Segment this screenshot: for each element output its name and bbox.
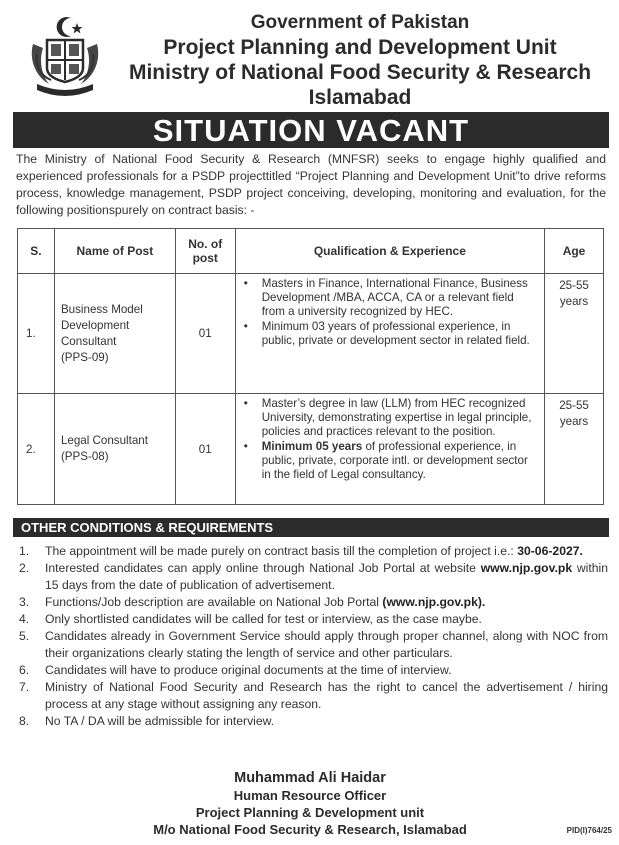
item-text: Only shortlisted candidates will be called for test or interview, as the case maybe.	[45, 612, 482, 626]
item-number: 8.	[19, 714, 30, 728]
table-row	[18, 274, 604, 394]
item-number: 2.	[19, 561, 30, 575]
list-item	[16, 713, 608, 730]
qualification-item: • Masters in Finance, International Finance, Business Development /MBA, ACCA, CA or a relevant field from a university recognized by HEC.	[240, 277, 538, 319]
row-qualification	[235, 274, 544, 394]
row-post	[54, 394, 175, 505]
item-number: 5.	[19, 629, 30, 643]
item-text: Ministry of National Food Security and Research has the right to cancel the advertisement / hiring process at any stage without assigning any reason.	[45, 680, 608, 711]
item-text: Candidates already in Government Service should apply through proper channel, along with NOC from their organizations clearly stating the length of service and other particulars.	[45, 629, 608, 660]
item-text: Functions/Job description are available on National Job Portal	[45, 595, 379, 609]
header-unit: Project Planning and Development Unit	[163, 36, 557, 59]
post-name: Legal Consultant	[60, 434, 148, 447]
list-item	[16, 594, 608, 611]
list-item	[16, 560, 608, 594]
item-number: 4.	[19, 612, 30, 626]
table-row	[18, 394, 604, 505]
item-number: 1.	[19, 544, 30, 558]
header-city: Islamabad	[308, 86, 412, 109]
post-name: Business Model Development Consultant	[60, 302, 143, 348]
experience-rest: of professional experience, in public, private, corporate intl. or development sector in the field of Legal consultancy.	[261, 440, 528, 481]
list-item	[16, 543, 608, 560]
experience-item: • Minimum 03 years of professional experience, in public, private or development sector in related field.	[240, 320, 538, 348]
row-age: 25-55 years	[545, 394, 604, 505]
col-sno: S.	[18, 229, 55, 274]
post-scale: (PPS-08)	[60, 450, 109, 463]
qualification-item: • Master’s degree in law (LLM) from HEC recognized University, demonstrating expertise in legal principle, policies and practices relevant to the position.	[240, 397, 538, 439]
row-qualification	[235, 394, 544, 505]
row-count: 01	[175, 394, 235, 505]
item-text: Candidates will have to produce original documents at the time of interview.	[45, 663, 452, 677]
signatory-name: Muhammad Ali Haidar	[234, 770, 386, 786]
header-ministry: Ministry of National Food Security & Research	[128, 61, 592, 84]
conditions-heading: OTHER CONDITIONS & REQUIREMENTS	[13, 518, 609, 537]
item-text: within 15 days from the date of publication of advertisement.	[45, 561, 608, 592]
row-age: 25-55 years	[545, 274, 604, 394]
pid-number: PID(I)764/25	[566, 826, 612, 835]
item-bold: 30-06-2027.	[517, 544, 583, 558]
item-text: Interested candidates can apply online through National Job Portal at website	[45, 561, 481, 575]
list-item	[16, 679, 608, 713]
col-post-count: No. of post	[175, 229, 235, 274]
col-qualification: Qualification & Experience	[235, 229, 544, 274]
signatory-unit: Project Planning & Development unit	[195, 805, 425, 820]
experience-bold: Minimum 05 years	[261, 440, 363, 453]
item-text: No TA / DA will be admissible for interview.	[45, 714, 275, 728]
advert-header	[0, 0, 619, 112]
row-count: 01	[175, 274, 235, 394]
conditions-list	[16, 543, 608, 730]
item-number: 6.	[19, 663, 30, 677]
item-text: The appointment will be made purely on contract basis till the completion of project i.e.:	[45, 544, 514, 558]
item-link[interactable]: (www.njp.gov.pk).	[382, 595, 486, 609]
col-post-name: Name of Post	[54, 229, 175, 274]
posts-table	[17, 228, 604, 505]
item-link[interactable]: www.njp.gov.pk	[480, 561, 573, 575]
signature-block	[100, 770, 520, 838]
pakistan-state-emblem-icon	[27, 14, 103, 96]
row-post	[54, 274, 175, 394]
table-header-row	[18, 229, 604, 274]
col-age: Age	[545, 229, 604, 274]
list-item	[16, 628, 608, 662]
row-sno: 1.	[18, 274, 55, 394]
list-item	[16, 662, 608, 679]
list-item	[16, 611, 608, 628]
item-number: 3.	[19, 595, 30, 609]
row-sno: 2.	[18, 394, 55, 505]
header-government: Government of Pakistan	[250, 12, 470, 33]
situation-vacant-banner: SITUATION VACANT	[13, 112, 609, 148]
signatory-ministry: M/o National Food Security & Research, Islamabad	[153, 822, 467, 837]
intro-paragraph: The Ministry of National Food Security & Research (MNFSR) seeks to engage highly qualified and experienced professionals for a PSDP projecttitled “Project Planning and Development Unit”to drive reforms process, knowledge management, PSDP project conceiving, developing, monitoring and evaluation, for the following positionspurely on contract basis: -	[16, 152, 606, 217]
signatory-designation: Human Resource Officer	[233, 788, 387, 803]
item-number: 7.	[19, 680, 30, 694]
post-scale: (PPS-09)	[60, 350, 109, 364]
experience-item	[240, 440, 538, 482]
